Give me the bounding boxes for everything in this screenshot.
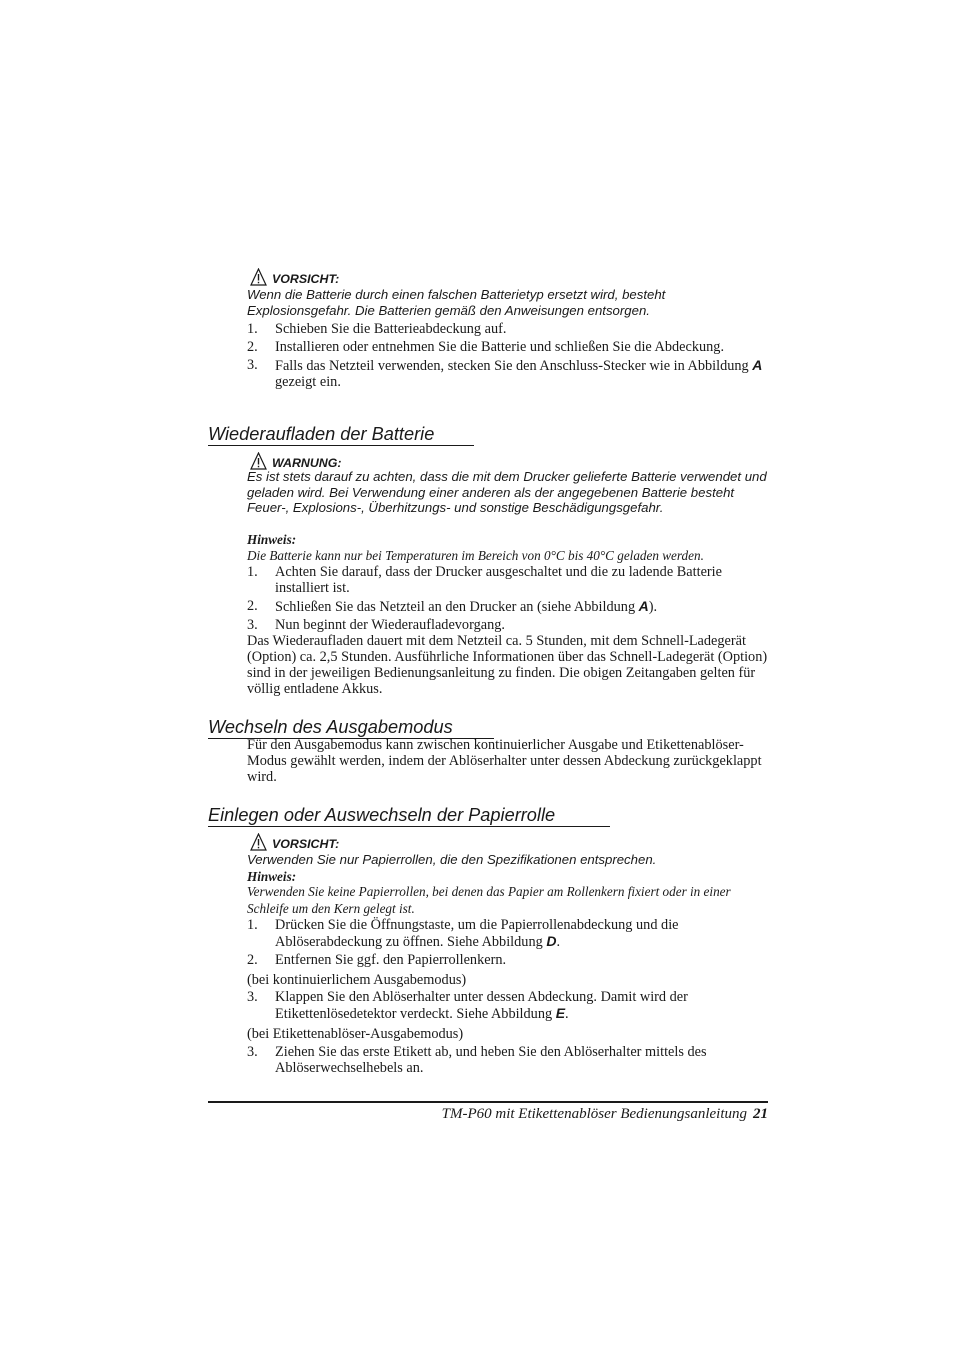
continuous-steps (247, 989, 772, 1022)
section-heading: Einlegen oder Auswechseln der Papierrolle (208, 804, 610, 827)
caution-label: VORSICHT: (272, 272, 340, 286)
caution-text: Verwenden Sie nur Papierrollen, die den Spezifikationen entsprechen. (247, 852, 657, 867)
note-text: Die Batterie kann nur bei Temperaturen im Bereich von 0°C bis 40°C geladen werden. (247, 548, 704, 563)
section-heading: Wiederaufladen der Batterie (208, 423, 474, 446)
paragraph: Das Wiederaufladen dauert mit dem Netzteil ca. 5 Stunden, mit dem Schnell-Ladegerät (Option) ca. 2,5 Stunden. Ausführliche Informationen über das Schnell-Ladegerät (Option) sind in der jeweiligen Bedienungsanleitung zu finden. Die obigen Zeitangaben gelten für völlig entladene Akkus. (247, 633, 768, 697)
list-item: 3. Klappen Sie den Ablöserhalter unter dessen Abdeckung. Damit wird der Etikettenlösedetektor verdeckt. Siehe Abbildung E. (247, 989, 688, 1022)
recharge-steps (247, 564, 772, 633)
warning-triangle-icon (250, 268, 267, 286)
note-title: Hinweis: (247, 869, 297, 884)
list-item: 2. Installieren oder entnehmen Sie die Batterie und schließen Sie die Abdeckung. (247, 339, 725, 355)
list-item: 3. Falls das Netzteil verwenden, stecken Sie den Anschluss-Stecker wie in Abbildung A gezeigt ein. (247, 357, 763, 390)
page-number: 21 (753, 1106, 768, 1122)
caution-header (250, 831, 339, 851)
paper-steps (247, 917, 772, 968)
list-item: 2. Entfernen Sie ggf. den Papierrollenkern. (247, 952, 507, 968)
list-item: 2. Schließen Sie das Netzteil an den Drucker an (siehe Abbildung A). (247, 598, 658, 615)
caution-label: VORSICHT: (272, 837, 340, 851)
footer-rule (208, 1101, 768, 1103)
note-title: Hinweis: (247, 532, 297, 547)
section-heading: Wechseln des Ausgabemodus (208, 716, 494, 739)
list-item: 1. Achten Sie darauf, dass der Drucker ausgeschaltet und die zu ladende Batterie installiert ist. (247, 564, 722, 596)
warning-triangle-icon (250, 833, 267, 851)
battery-steps (247, 321, 772, 390)
figure-ref: D (546, 933, 557, 949)
figure-ref: E (555, 1005, 566, 1021)
caution-text: Wenn die Batterie durch einen falschen Batterietyp ersetzt wird, besteht Explosionsgefahr. Die Batterien gemäß den Anweisungen entsorgen. (247, 287, 666, 318)
caution-header (250, 266, 339, 286)
warning-text: Es ist stets darauf zu achten, dass die mit dem Drucker gelieferte Batterie verwendet und geladen wird. Bei Verwendung einer anderen als der angegebenen Batterie besteht Feuer-, Explosions-, Überhitzungs- und sonstige Beschädigungsgefahr. (247, 469, 767, 515)
page-footer (442, 1104, 768, 1124)
manual-title: TM-P60 mit Etikettenablöser Bedienungsanleitung (441, 1106, 747, 1122)
list-item: 1. Drücken Sie die Öffnungstaste, um die Papierrollenabdeckung und die Ablöserabdeckung zu öffnen. Siehe Abbildung D. (247, 917, 679, 950)
figure-ref: A (638, 598, 649, 614)
warning-label: WARNUNG: (272, 456, 342, 470)
note-text: Verwenden Sie keine Papierrollen, bei denen das Papier am Rollenkern fixiert oder in einer Schleife um den Kern gelegt ist. (247, 884, 731, 916)
list-item: 3. Ziehen Sie das erste Etikett ab, und heben Sie den Ablöserhalter mittels des Ablöserwechselhebels an. (247, 1044, 707, 1076)
figure-ref: A (752, 357, 763, 373)
list-item: 3. Nun beginnt der Wiederaufladevorgang. (247, 617, 505, 633)
warning-header (250, 450, 342, 470)
warning-triangle-icon (250, 452, 267, 470)
mode-label-peeler: (bei Etikettenablöser-Ausgabemodus) (247, 1026, 464, 1042)
list-item: 1. Schieben Sie die Batterieabdeckung auf. (247, 321, 507, 337)
peeler-steps (247, 1044, 772, 1076)
paragraph: Für den Ausgabemodus kann zwischen kontinuierlicher Ausgabe und Etikettenablöser-Modus gewählt werden, indem der Ablöserhalter unter dessen Abdeckung zurückgeklappt wird. (247, 737, 762, 785)
mode-label-continuous: (bei kontinuierlichem Ausgabemodus) (247, 972, 467, 988)
